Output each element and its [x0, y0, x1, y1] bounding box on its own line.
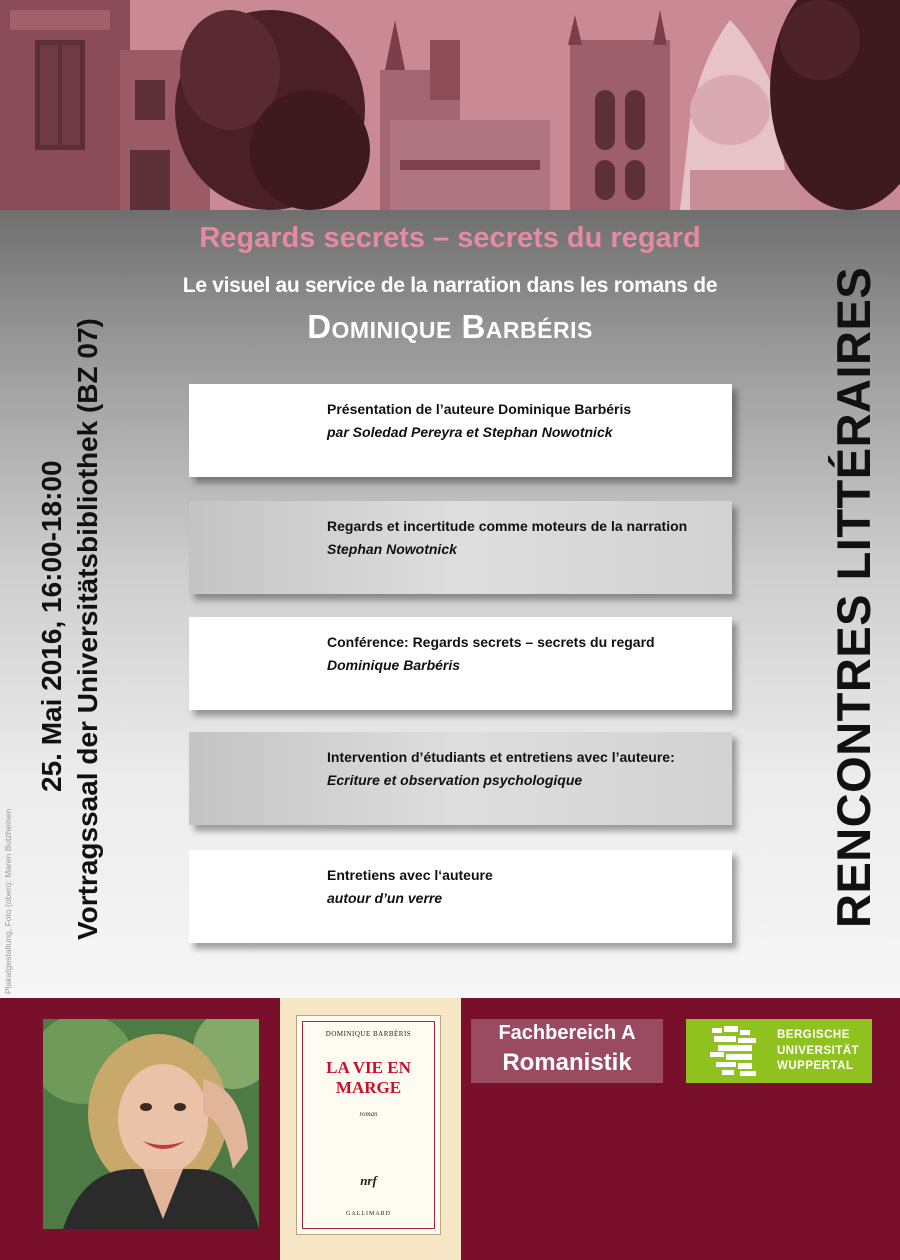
program-item-title: Conférence: Regards secrets – secrets du regard [327, 634, 655, 650]
program-item [189, 501, 732, 594]
university-logo-box [686, 1019, 872, 1083]
header-photo [0, 0, 900, 210]
featured-author: Dominique Barbéris [307, 308, 593, 345]
program-item-speaker: autour d’un verre [327, 890, 443, 906]
book-genre: roman [359, 1110, 378, 1118]
book-title: LA VIE EN MARGE [326, 1058, 411, 1097]
program-item-speaker: par Soledad Pereyra et Stephan Nowotnick [327, 424, 613, 440]
program-item-title: Entretiens avec l‘auteure [327, 867, 493, 883]
university-name [777, 1028, 859, 1075]
university-name-line: UNIVERSITÄT [777, 1044, 860, 1057]
program-item-speaker: Ecriture et observation psychologique [327, 772, 583, 788]
book-cover-frame [302, 1021, 435, 1229]
program-item [189, 617, 732, 710]
series-title: RENCONTRES LITTÉRAIRES [827, 266, 880, 928]
department-subject: Romanistik [502, 1049, 632, 1076]
program-item [189, 732, 732, 825]
lion-icon [708, 1024, 764, 1078]
program-item-speaker: Dominique Barbéris [327, 657, 461, 673]
event-date: 25. Mai 2016, 16:00-18:00 [36, 460, 67, 792]
book-publisher: GALLIMARD [346, 1211, 391, 1217]
program-item [189, 850, 732, 943]
program-item-title: Regards et incertitude comme moteurs de la narration [327, 518, 688, 534]
program-item-title: Présentation de l’auteure Dominique Barbéris [327, 401, 632, 417]
design-credit: Plakatgestaltung, Foto (oben): Maren Butzheinen [3, 808, 13, 994]
department-box [471, 1019, 663, 1083]
book-cover [297, 1016, 440, 1234]
program-item-speaker: Stephan Nowotnick [327, 541, 457, 557]
program-item [189, 384, 732, 477]
event-venue: Vortragssaal der Universitätsbibliothek (BZ 07) [72, 318, 103, 940]
university-name-line: BERGISCHE [777, 1029, 850, 1041]
event-subtitle: Le visuel au service de la narration dans les romans de [182, 274, 718, 297]
book-author: DOMINIQUE BARBÉRIS [325, 1030, 412, 1038]
university-name-line: WUPPERTAL [777, 1060, 854, 1072]
program-item-title: Intervention d’étudiants et entretiens avec l’auteure: [327, 749, 675, 765]
event-title: Regards secrets – secrets du regard [199, 222, 701, 254]
nrf-logo: nrf [360, 1173, 377, 1188]
author-portrait [43, 1019, 259, 1229]
department-name: Fachbereich A [498, 1022, 636, 1044]
